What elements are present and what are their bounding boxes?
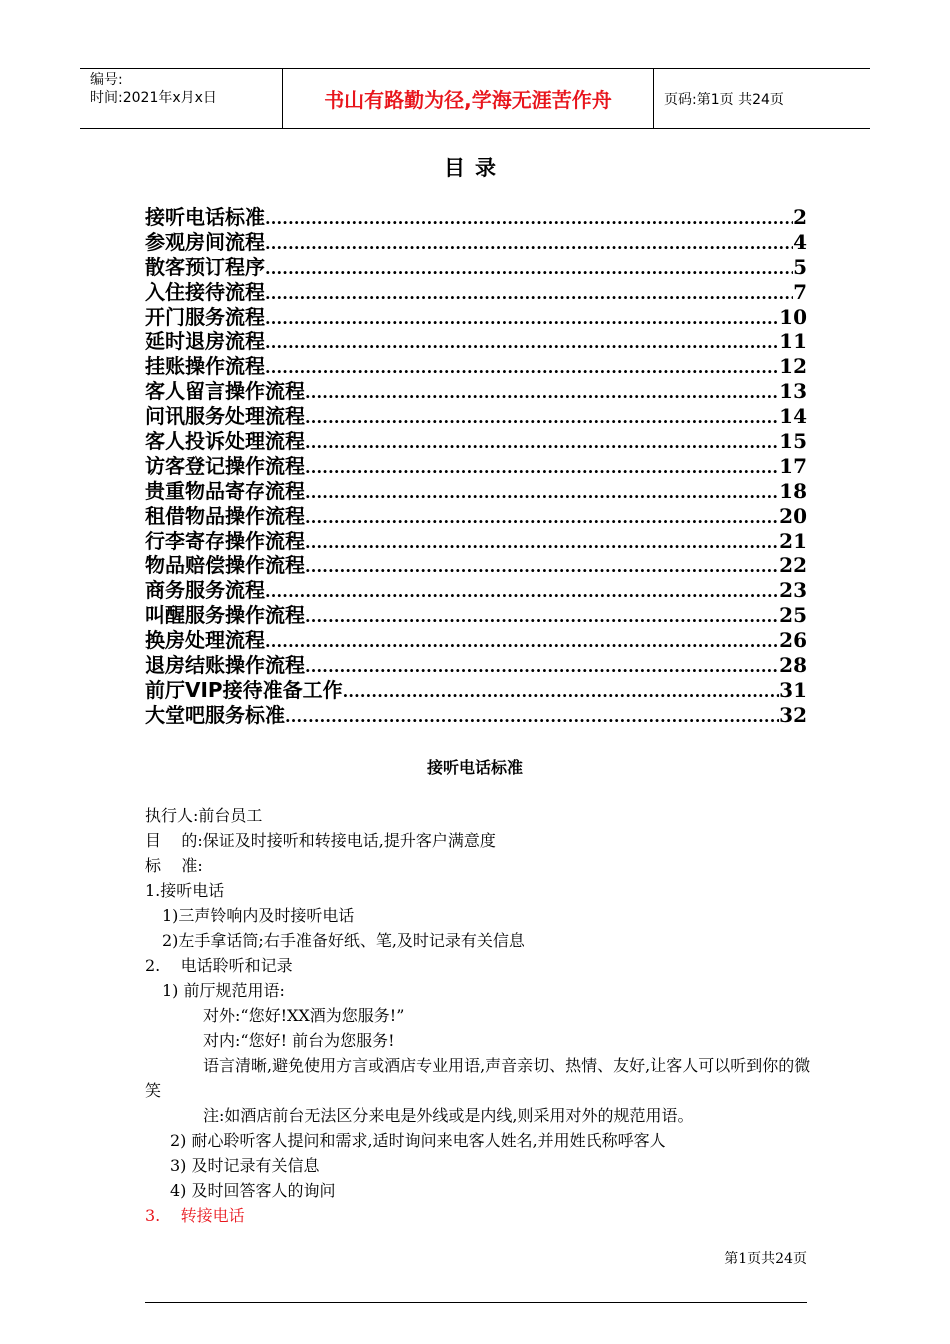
body-line: 标 准: [145,856,203,875]
toc-entry-page: 20 [779,503,807,528]
toc-entry[interactable] [145,603,807,628]
toc-entry-page: 7 [793,279,807,304]
toc-leader-dots [265,205,793,230]
toc-entry-page: 18 [779,478,807,503]
toc-entry-label: 物品赔偿操作流程 [145,553,305,578]
body-line: 对内:“您好! 前台为您服务! [203,1031,395,1050]
toc-leader-dots [305,603,779,628]
toc-entry-page: 14 [779,404,807,429]
toc-entry-page: 12 [779,354,807,379]
toc-entry-label: 参观房间流程 [145,229,265,254]
toc-entry-page: 32 [779,702,807,727]
toc-entry-label: 租借物品操作流程 [145,503,305,528]
toc-entry[interactable] [145,553,807,578]
toc-entry[interactable] [145,578,807,603]
body-line: 1)三声铃响内及时接听电话 [162,906,355,925]
toc-entry-page: 5 [793,254,807,279]
footer-divider [145,1302,807,1303]
toc-entry[interactable] [145,479,807,504]
body-line: 3. 转接电话 [145,1206,245,1225]
toc-entry[interactable] [145,678,807,703]
toc-entry-page: 15 [779,429,807,454]
toc-entry-page: 26 [779,628,807,653]
toc-entry-label: 开门服务流程 [145,304,265,329]
toc-entry-label: 叫醒服务操作流程 [145,603,305,628]
header-meta [80,69,282,128]
toc-entry[interactable] [145,379,807,404]
toc-entry[interactable] [145,354,807,379]
toc-entry-page: 25 [779,603,807,628]
body-line: 对外:“您好!XX酒为您服务!” [203,1006,405,1025]
toc-entry[interactable] [145,329,807,354]
body-line: 2) 耐心聆听客人提问和需求,适时询问来电客人姓名,并用姓氏称呼客人 [170,1131,666,1150]
toc-entry[interactable] [145,230,807,255]
toc-leader-dots [305,404,779,429]
toc-leader-dots [305,504,779,529]
toc-entry[interactable] [145,255,807,280]
footer-page-number: 第1页共24页 [724,1251,807,1267]
toc-leader-dots [305,454,779,479]
toc-entry-label: 大堂吧服务标准 [145,702,285,727]
toc-entry[interactable] [145,305,807,330]
body-line: 2)左手拿话筒;右手准备好纸、笔,及时记录有关信息 [162,931,525,950]
toc-entry-page: 23 [779,578,807,603]
toc-entry-page: 11 [779,329,807,354]
body-line: 注:如酒店前台无法区分来电是外线或是内线,则采用对外的规范用语。 [203,1106,694,1125]
toc-entry-page: 4 [793,229,807,254]
toc-entry-label: 商务服务流程 [145,578,265,603]
body-line: 4) 及时回答客人的询问 [170,1181,336,1200]
toc-entry-label: 散客预订程序 [145,254,265,279]
toc-entry-label: 贵重物品寄存流程 [145,478,305,503]
toc-leader-dots [265,255,793,280]
toc-leader-dots [305,379,779,404]
toc-entry[interactable] [145,653,807,678]
toc-entry-label: 换房处理流程 [145,628,265,653]
toc-entry-page: 22 [779,553,807,578]
toc-leader-dots [305,429,779,454]
toc-leader-dots [265,628,779,653]
toc-entry-label: 问讯服务处理流程 [145,404,305,429]
toc-leader-dots [265,329,779,354]
toc-entry-label: 延时退房流程 [145,329,265,354]
toc-entry-page: 28 [779,653,807,678]
header-motto: 书山有路勤为径,学海无涯苦作舟 [282,69,654,128]
toc-entry[interactable] [145,429,807,454]
toc-leader-dots [265,354,779,379]
toc-entry-label: 挂账操作流程 [145,354,265,379]
toc-entry-label: 退房结账操作流程 [145,653,305,678]
toc-entry-label: 客人留言操作流程 [145,379,305,404]
toc-entry-label: 行李寄存操作流程 [145,528,305,553]
toc-leader-dots [265,280,793,305]
toc-entry[interactable] [145,504,807,529]
header-page-info: 页码:第1页 共24页 [664,91,784,108]
body-line: 1) 前厅规范用语: [162,981,285,1000]
body-line: 执行人:前台员工 [145,806,263,825]
section-title: 接听电话标准 [426,758,523,777]
toc-entry-page: 10 [779,304,807,329]
toc-leader-dots [305,653,779,678]
section-body [145,803,825,1228]
toc-entry[interactable] [145,404,807,429]
toc-entry-label: 访客登记操作流程 [145,453,305,478]
toc-leader-dots [265,578,779,603]
toc-leader-dots [265,230,793,255]
toc-entry[interactable] [145,454,807,479]
page-header [80,68,870,129]
toc-entry-page: 31 [779,677,807,702]
time-label: 时间:2021年x月x日 [90,90,217,106]
body-line: 目 的:保证及时接听和转接电话,提升客户满意度 [145,831,496,850]
toc-entry-page: 21 [779,528,807,553]
body-line: 2. 电话聆听和记录 [145,956,293,975]
toc-leader-dots [305,529,779,554]
toc-entry-label: 客人投诉处理流程 [145,429,305,454]
toc-title: 目录 [444,156,506,180]
body-line: 3) 及时记录有关信息 [170,1156,320,1175]
toc-entry-label: 入住接待流程 [145,279,265,304]
toc-leader-dots [265,305,779,330]
table-of-contents [145,205,807,728]
body-paragraph: 语言清晰,避免使用方言或酒店专业用语,声音亲切、热情、友好,让客人可以听到你的微笑 [145,1056,811,1100]
toc-entry-label: 接听电话标准 [145,205,265,229]
toc-leader-dots [305,553,779,578]
toc-entry[interactable] [145,280,807,305]
toc-leader-dots [285,703,779,728]
toc-leader-dots [343,678,780,703]
toc-entry[interactable] [145,205,807,230]
number-label: 编号: [90,72,123,88]
toc-entry[interactable] [145,628,807,653]
toc-entry[interactable] [145,703,807,728]
toc-entry-page: 13 [779,379,807,404]
toc-leader-dots [305,479,779,504]
toc-entry-page: 17 [779,453,807,478]
toc-entry[interactable] [145,529,807,554]
toc-entry-label: 前厅VIP接待准备工作 [145,677,343,702]
toc-entry-page: 2 [793,205,807,229]
body-line: 1.接听电话 [145,881,225,900]
